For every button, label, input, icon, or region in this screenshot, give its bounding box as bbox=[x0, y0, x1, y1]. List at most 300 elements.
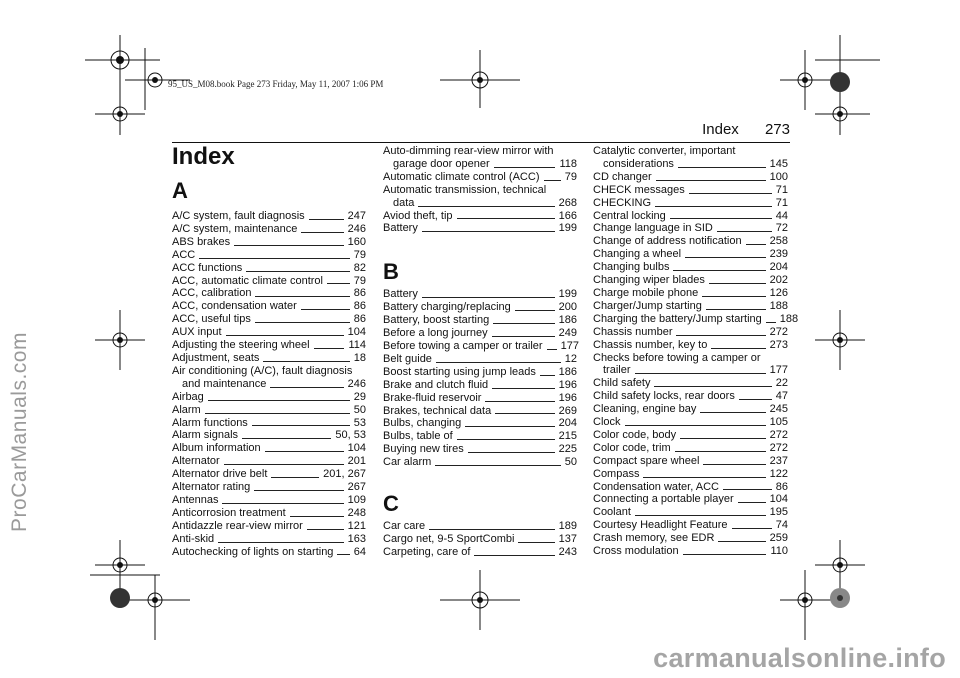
index-entry bbox=[593, 235, 788, 248]
index-entry bbox=[172, 352, 366, 365]
leader-line bbox=[700, 412, 765, 413]
index-entry-page: 50 bbox=[353, 403, 366, 416]
entries-a-continued bbox=[383, 145, 577, 235]
leader-line bbox=[518, 542, 554, 543]
index-entry bbox=[383, 456, 577, 469]
leader-line bbox=[436, 362, 561, 363]
index-entry-page: 64 bbox=[353, 545, 366, 558]
index-entry-page: 202 bbox=[769, 274, 788, 287]
leader-line bbox=[457, 439, 555, 440]
index-entry-label: Adjustment, seats bbox=[172, 351, 260, 364]
index-entry-page: 86 bbox=[353, 313, 366, 326]
index-entry bbox=[172, 455, 366, 468]
index-entry-continuation: and maintenance bbox=[182, 377, 267, 390]
index-entry-label: ACC bbox=[172, 248, 196, 261]
leader-line bbox=[515, 310, 555, 311]
index-entry-label: Central locking bbox=[593, 209, 666, 222]
leader-line bbox=[635, 515, 766, 516]
index-entry bbox=[172, 533, 366, 546]
index-entry-page: 177 bbox=[769, 364, 788, 377]
leader-line bbox=[656, 180, 766, 181]
leader-line bbox=[301, 232, 343, 233]
index-entry-page: 71 bbox=[775, 196, 788, 209]
leader-line bbox=[422, 231, 555, 232]
index-entry-label: Checks before towing a camper or bbox=[593, 351, 761, 364]
leader-line bbox=[314, 348, 345, 349]
index-entry bbox=[593, 442, 788, 455]
index-entry-label: Color code, trim bbox=[593, 441, 671, 454]
index-entry bbox=[593, 545, 788, 558]
index-entry-continuation: trailer bbox=[603, 364, 631, 377]
index-entry bbox=[172, 313, 366, 326]
index-entry-label: Antidazzle rear-view mirror bbox=[172, 519, 303, 532]
leader-line bbox=[495, 413, 554, 414]
index-entry-label: ACC, automatic climate control bbox=[172, 274, 323, 287]
index-entry-page: 29 bbox=[353, 390, 366, 403]
leader-line bbox=[418, 206, 554, 207]
index-entry bbox=[172, 262, 366, 275]
index-entry-page: 79 bbox=[564, 170, 577, 183]
entries-c bbox=[383, 520, 577, 559]
leader-line bbox=[234, 245, 344, 246]
index-entry bbox=[383, 443, 577, 456]
leader-line bbox=[547, 349, 557, 350]
index-entry bbox=[593, 364, 788, 377]
leader-line bbox=[290, 516, 344, 517]
index-entry-label: Adjusting the steering wheel bbox=[172, 339, 310, 352]
index-entry bbox=[593, 519, 788, 532]
index-entry bbox=[172, 391, 366, 404]
index-entry bbox=[172, 223, 366, 236]
index-entry-label: Autochecking of lights on starting bbox=[172, 545, 334, 558]
leader-line bbox=[270, 387, 343, 388]
index-entry-label: Alarm signals bbox=[172, 429, 239, 442]
header-text bbox=[702, 121, 790, 138]
index-entry bbox=[383, 327, 577, 340]
index-column-2 bbox=[383, 145, 577, 559]
header-title: Index bbox=[702, 121, 739, 138]
leader-line bbox=[224, 464, 344, 465]
index-entry bbox=[383, 301, 577, 314]
index-entry bbox=[172, 300, 366, 313]
index-entry-label: Auto-dimming rear-view mirror with bbox=[383, 145, 554, 157]
section-letter-b: B bbox=[383, 259, 399, 285]
index-entry-page: 245 bbox=[769, 403, 788, 416]
index-entry bbox=[172, 468, 366, 481]
index-entry-label: Changing a wheel bbox=[593, 248, 682, 261]
index-entry bbox=[593, 429, 788, 442]
index-entry-label: Chassis number, key to bbox=[593, 338, 708, 351]
index-entry-label: Alarm functions bbox=[172, 416, 248, 429]
index-entry-page: 166 bbox=[558, 209, 577, 222]
index-entry-page: 145 bbox=[769, 157, 788, 170]
leader-line bbox=[706, 309, 766, 310]
index-entry-label: Condensation water, ACC bbox=[593, 480, 719, 493]
index-entry-label: Brakes, technical data bbox=[383, 404, 492, 417]
index-entry-page: 259 bbox=[769, 532, 788, 545]
index-entry-page: 114 bbox=[348, 339, 366, 352]
index-entry-page: 86 bbox=[353, 300, 366, 313]
index-entry-page: 247 bbox=[347, 210, 366, 222]
leader-line bbox=[717, 231, 772, 232]
index-entry bbox=[383, 210, 577, 223]
index-entry-label: AUX input bbox=[172, 326, 222, 339]
index-entry-label: Alternator drive belt bbox=[172, 468, 268, 481]
leader-line bbox=[255, 296, 349, 297]
index-entry bbox=[593, 184, 788, 197]
leader-line bbox=[718, 541, 765, 542]
index-entry-page: 272 bbox=[769, 441, 788, 454]
index-entry-label: A/C system, fault diagnosis bbox=[172, 210, 305, 222]
index-entry-label: Before towing a camper or trailer bbox=[383, 339, 543, 352]
index-entry-label: Antennas bbox=[172, 493, 219, 506]
index-entry bbox=[383, 520, 577, 533]
leader-line bbox=[468, 452, 555, 453]
index-entry bbox=[383, 392, 577, 405]
index-entry-label: Battery, boost starting bbox=[383, 314, 490, 327]
index-entry-page: 237 bbox=[769, 454, 788, 467]
index-entry-label: Buying new tires bbox=[383, 443, 464, 456]
index-entry-page: 79 bbox=[353, 274, 366, 287]
index-entry bbox=[383, 288, 577, 301]
leader-line bbox=[544, 180, 561, 181]
leader-line bbox=[205, 413, 350, 414]
index-entry-label: Change language in SID bbox=[593, 222, 713, 235]
leader-line bbox=[494, 167, 556, 168]
index-entry-page: 246 bbox=[347, 377, 366, 390]
index-entry-page: 188 bbox=[779, 312, 799, 325]
page-header bbox=[172, 118, 790, 143]
index-entry bbox=[383, 405, 577, 418]
index-entry-page: 177 bbox=[560, 339, 579, 352]
index-entry-page: 86 bbox=[353, 287, 366, 300]
index-entry-continuation: data bbox=[393, 196, 415, 209]
index-entry bbox=[172, 326, 366, 339]
index-entry-page: 72 bbox=[775, 222, 788, 235]
index-entry-page: 199 bbox=[558, 288, 577, 301]
index-entry bbox=[172, 275, 366, 288]
index-entry-label: Battery bbox=[383, 288, 418, 301]
leader-line bbox=[655, 206, 772, 207]
index-entry-label: Brake and clutch fluid bbox=[383, 378, 489, 391]
index-entry bbox=[593, 468, 788, 481]
index-entry-page: 110 bbox=[770, 545, 788, 558]
index-entry bbox=[383, 546, 577, 559]
index-entry-label: CD changer bbox=[593, 170, 652, 183]
index-entry-page: 100 bbox=[769, 170, 788, 183]
index-entry bbox=[383, 417, 577, 430]
entries-b bbox=[383, 288, 577, 469]
index-entry-page: 86 bbox=[775, 480, 788, 493]
index-entry-label: Anti-skid bbox=[172, 532, 215, 545]
index-entry bbox=[593, 403, 788, 416]
leader-line bbox=[254, 490, 343, 491]
index-entry-label: Alternator rating bbox=[172, 481, 251, 494]
index-entry bbox=[383, 158, 577, 171]
index-entry-label: Child safety locks, rear doors bbox=[593, 390, 735, 403]
side-watermark bbox=[2, 250, 38, 670]
index-entry-label: Boost starting using jump leads bbox=[383, 365, 536, 378]
index-entry bbox=[383, 430, 577, 443]
leader-line bbox=[739, 399, 772, 400]
leader-line bbox=[485, 401, 554, 402]
index-entry-label: Before a long journey bbox=[383, 327, 488, 340]
index-entry-page: 243 bbox=[558, 545, 577, 558]
index-entry bbox=[172, 417, 366, 430]
index-entry-page: 246 bbox=[347, 222, 366, 235]
leader-line bbox=[337, 554, 349, 555]
index-entry-page: 249 bbox=[558, 327, 577, 340]
index-entry bbox=[383, 171, 577, 184]
index-entry bbox=[593, 493, 788, 506]
index-entry-label: Car care bbox=[383, 520, 426, 533]
leader-line bbox=[492, 388, 554, 389]
index-entry-page: 163 bbox=[347, 532, 366, 545]
leader-line bbox=[263, 361, 349, 362]
leader-line bbox=[222, 503, 343, 504]
index-entry-label: Bulbs, changing bbox=[383, 417, 462, 430]
leader-line bbox=[689, 193, 772, 194]
index-entry-page: 22 bbox=[775, 377, 788, 390]
leader-line bbox=[255, 322, 350, 323]
index-entry-label: Belt guide bbox=[383, 352, 432, 365]
index-entry bbox=[593, 274, 788, 287]
index-entry-label: Coolant bbox=[593, 506, 631, 519]
index-entry-page: 71 bbox=[775, 183, 788, 196]
index-entry bbox=[172, 236, 366, 249]
leader-line bbox=[670, 218, 772, 219]
leader-line bbox=[457, 218, 555, 219]
index-entry-label: Chassis number bbox=[593, 325, 673, 338]
index-entry-page: 269 bbox=[558, 404, 577, 417]
section-letter-c: C bbox=[383, 491, 399, 517]
index-entry-label: Catalytic converter, important bbox=[593, 145, 736, 157]
index-entry-page: 272 bbox=[769, 428, 788, 441]
leader-line bbox=[702, 296, 765, 297]
entries-c-continued bbox=[593, 145, 799, 558]
index-entry-label: Cleaning, engine bay bbox=[593, 403, 697, 416]
index-entry-page: 105 bbox=[769, 416, 788, 429]
index-entry-page: 104 bbox=[347, 326, 366, 339]
index-entry-page: 248 bbox=[347, 506, 366, 519]
leader-line bbox=[226, 335, 344, 336]
index-entry-label: ACC functions bbox=[172, 261, 243, 274]
index-entry-page: 199 bbox=[558, 222, 577, 235]
leader-line bbox=[685, 257, 766, 258]
leader-line bbox=[271, 477, 319, 478]
index-entry-label: Car alarm bbox=[383, 456, 432, 469]
index-entry bbox=[593, 390, 788, 403]
leader-line bbox=[493, 323, 554, 324]
index-entry-page: 18 bbox=[353, 351, 366, 364]
index-entry-label: Automatic climate control (ACC) bbox=[383, 170, 540, 183]
index-entry bbox=[172, 546, 366, 559]
index-entry-page: 74 bbox=[775, 519, 788, 532]
index-entry bbox=[593, 339, 788, 352]
index-entry bbox=[593, 171, 788, 184]
leader-line bbox=[265, 451, 344, 452]
index-column-3 bbox=[593, 145, 799, 558]
index-entry-page: 204 bbox=[769, 261, 788, 274]
index-entry bbox=[593, 222, 788, 235]
index-entry-label: Bulbs, table of bbox=[383, 430, 453, 443]
index-entry bbox=[172, 520, 366, 533]
leader-line bbox=[732, 528, 772, 529]
index-entry-page: 79 bbox=[353, 248, 366, 261]
index-entry-label: Changing bulbs bbox=[593, 261, 670, 274]
index-entry bbox=[593, 158, 788, 171]
index-entry-label: Changing wiper blades bbox=[593, 274, 705, 287]
index-entry-page: 160 bbox=[347, 235, 366, 248]
index-entry-page: 196 bbox=[558, 378, 577, 391]
index-entry-label: Child safety bbox=[593, 377, 651, 390]
side-watermark-text: ProCarManuals.com bbox=[8, 332, 31, 532]
index-entry-label: ACC, useful tips bbox=[172, 313, 251, 326]
index-entry-page: 121 bbox=[347, 519, 366, 532]
leader-line bbox=[309, 219, 344, 220]
index-entry bbox=[593, 300, 788, 313]
leader-line bbox=[252, 425, 350, 426]
index-entry bbox=[593, 326, 788, 339]
index-entry bbox=[593, 481, 788, 494]
index-entry-label: CHECK messages bbox=[593, 183, 685, 196]
index-entry bbox=[383, 314, 577, 327]
leader-line bbox=[643, 477, 765, 478]
leader-line bbox=[492, 336, 555, 337]
index-entry bbox=[383, 379, 577, 392]
index-entry-label: Automatic transmission, technical bbox=[383, 183, 547, 196]
index-entry bbox=[172, 494, 366, 507]
book-stamp: 95_US_M08.book Page 273 Friday, May 11, 2007 1:06 PM bbox=[168, 79, 384, 89]
index-entry bbox=[172, 481, 366, 494]
index-entry bbox=[593, 416, 788, 429]
index-entry-page: 188 bbox=[769, 299, 788, 312]
index-entry-page: 126 bbox=[769, 286, 788, 299]
leader-line bbox=[625, 425, 766, 426]
leader-line bbox=[723, 489, 772, 490]
index-entry-page: 53 bbox=[353, 416, 366, 429]
index-entry-label: Brake-fluid reservoir bbox=[383, 391, 482, 404]
leader-line bbox=[429, 529, 554, 530]
leader-line bbox=[435, 465, 560, 466]
index-entry-page: 195 bbox=[769, 506, 788, 519]
index-entry-page: 196 bbox=[558, 391, 577, 404]
index-entry-label: ACC, condensation water bbox=[172, 300, 297, 313]
page-title: Index bbox=[172, 143, 235, 170]
index-entry bbox=[593, 455, 788, 468]
leader-line bbox=[746, 244, 766, 245]
index-entry-label: Clock bbox=[593, 416, 621, 429]
index-entry bbox=[383, 353, 577, 366]
index-entry-label: ACC, calibration bbox=[172, 287, 252, 300]
index-entry-page: 201, 267 bbox=[323, 468, 366, 481]
index-entry bbox=[172, 339, 366, 352]
index-entry bbox=[593, 197, 788, 210]
index-entry-continuation: considerations bbox=[603, 157, 674, 170]
leader-line bbox=[242, 438, 331, 439]
index-entry-page: 186 bbox=[558, 314, 577, 327]
index-entry bbox=[593, 506, 788, 519]
index-entry bbox=[383, 340, 577, 353]
leader-line bbox=[766, 322, 776, 323]
index-entry-page: 137 bbox=[558, 532, 577, 545]
index-entry-page: 44 bbox=[775, 209, 788, 222]
index-entry bbox=[593, 210, 788, 223]
index-entry bbox=[383, 197, 577, 210]
index-entry-label: Cross modulation bbox=[593, 545, 679, 558]
leader-line bbox=[678, 167, 766, 168]
index-entry-page: 82 bbox=[353, 261, 366, 274]
leader-line bbox=[709, 283, 766, 284]
leader-line bbox=[676, 335, 765, 336]
leader-line bbox=[218, 542, 343, 543]
index-entry bbox=[172, 442, 366, 455]
index-entry-label: Charge mobile phone bbox=[593, 286, 699, 299]
index-entry bbox=[172, 378, 366, 391]
index-entry-label: Album information bbox=[172, 442, 261, 455]
index-entry bbox=[593, 248, 788, 261]
entries-a bbox=[172, 208, 366, 558]
index-entry-page: 50, 53 bbox=[335, 429, 366, 442]
leader-line bbox=[208, 400, 350, 401]
index-entry-label: Alternator bbox=[172, 455, 220, 468]
leader-line bbox=[738, 502, 766, 503]
leader-line bbox=[199, 258, 350, 259]
index-entry-label: Airbag bbox=[172, 390, 204, 403]
index-entry-page: 268 bbox=[558, 196, 577, 209]
leader-line bbox=[540, 375, 555, 376]
index-entry bbox=[383, 533, 577, 546]
leader-line bbox=[711, 348, 765, 349]
index-entry-page: 239 bbox=[769, 248, 788, 261]
leader-line bbox=[465, 426, 554, 427]
index-entry-label: Alarm bbox=[172, 403, 201, 416]
index-entry-page: 272 bbox=[769, 325, 788, 338]
leader-line bbox=[703, 464, 765, 465]
index-entry-label: Air conditioning (A/C), fault diagnosis bbox=[172, 364, 353, 377]
index-entry-page: 118 bbox=[559, 157, 577, 170]
index-entry bbox=[593, 287, 788, 300]
index-entry-label: Charging the battery/Jump starting bbox=[593, 312, 762, 325]
index-entry-page: 189 bbox=[558, 520, 577, 533]
leader-line bbox=[422, 297, 555, 298]
index-entry-page: 201 bbox=[347, 455, 366, 468]
index-entry bbox=[593, 261, 788, 274]
index-entry-label: Compass bbox=[593, 467, 640, 480]
index-entry bbox=[383, 366, 577, 379]
index-entry-page: 258 bbox=[769, 235, 788, 248]
leader-line bbox=[301, 309, 350, 310]
leader-line bbox=[246, 271, 349, 272]
leader-line bbox=[635, 373, 766, 374]
index-entry-label: Anticorrosion treatment bbox=[172, 506, 286, 519]
index-entry-label: Battery bbox=[383, 222, 418, 235]
index-entry bbox=[172, 429, 366, 442]
leader-line bbox=[307, 529, 344, 530]
index-column-1 bbox=[172, 178, 366, 558]
leader-line bbox=[683, 554, 767, 555]
index-entry-page: 186 bbox=[558, 365, 577, 378]
leader-line bbox=[474, 555, 554, 556]
index-entry bbox=[593, 532, 788, 545]
index-entry-page: 200 bbox=[558, 301, 577, 314]
index-entry-page: 215 bbox=[558, 430, 577, 443]
leader-line bbox=[654, 386, 771, 387]
index-entry-page: 47 bbox=[775, 390, 788, 403]
index-entry-page: 122 bbox=[769, 467, 788, 480]
index-entry-label: Crash memory, see EDR bbox=[593, 532, 715, 545]
index-entry-page: 109 bbox=[347, 493, 366, 506]
